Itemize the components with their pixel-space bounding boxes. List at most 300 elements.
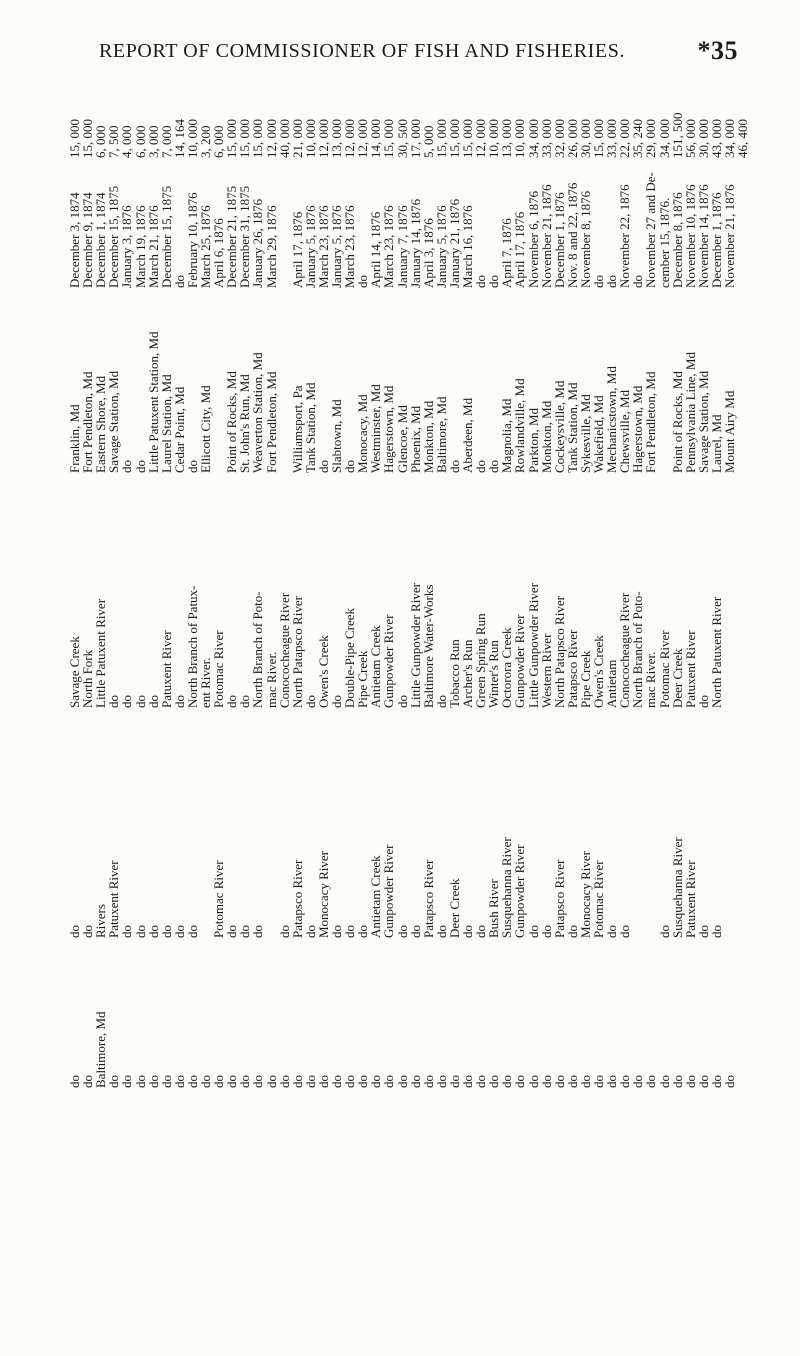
cell-office: Tank Station, Md xyxy=(564,382,580,473)
cell-county: do xyxy=(604,1075,620,1088)
cell-water: do xyxy=(394,695,410,708)
cell-office: Cedar Point, Md xyxy=(171,386,187,473)
cell-date: December 9, 1874 xyxy=(80,192,96,288)
cell-number: 10, 000 xyxy=(512,119,528,158)
cell-water: Potomac River xyxy=(211,630,227,708)
cell-number: 43, 000 xyxy=(708,119,724,158)
cell-date: November 6, 1876 xyxy=(525,190,541,288)
cell-number: 33, 000 xyxy=(538,119,554,158)
cell-stream: do xyxy=(67,925,82,938)
cell-number: 35, 240 xyxy=(630,119,646,158)
cell-date: cember 15, 1876. xyxy=(656,197,672,288)
cell-number: 13, 000 xyxy=(499,119,515,158)
cell-office: Tank Station, Md xyxy=(302,382,318,473)
cell-office: do xyxy=(119,460,135,473)
cell-county: do xyxy=(198,1075,213,1088)
cell-water: Patuxent River xyxy=(682,630,698,708)
cell-office: Phoenix, Md xyxy=(407,405,423,473)
cell-stream: do xyxy=(394,925,410,938)
cell-number: 15, 000 xyxy=(67,119,82,158)
cell-water: Patapsco River xyxy=(564,629,580,708)
cell-date: January 21, 1876 xyxy=(446,198,462,288)
cell-date: January 5, 1876 xyxy=(302,205,318,288)
cell-number: 56, 000 xyxy=(682,119,698,158)
cell-number: 40, 000 xyxy=(276,119,292,158)
cell-county: do xyxy=(499,1075,515,1088)
cell-water: North Branch of Poto- xyxy=(250,591,266,708)
cell-number: 6, 000 xyxy=(93,125,109,158)
cell-county: do xyxy=(302,1075,318,1088)
cell-water: Little Patuxent River xyxy=(93,598,109,708)
cell-number: 4, 000 xyxy=(119,125,135,158)
cell-water: Octorora Creek xyxy=(499,627,515,708)
cell-water: Patuxent River xyxy=(158,630,174,708)
cell-date: November 8, 1876 xyxy=(577,190,593,288)
cell-date: April 17, 1876 xyxy=(512,211,528,288)
cell-water: do xyxy=(145,695,161,708)
cell-water: mac River. xyxy=(263,651,279,708)
cell-stream: do xyxy=(250,925,266,938)
cell-date: December 3, 1874 xyxy=(67,192,82,288)
cell-county: do xyxy=(132,1075,148,1088)
cell-stream: do xyxy=(460,925,475,938)
cell-date: do xyxy=(591,275,606,288)
cell-number: 15, 000 xyxy=(433,119,449,158)
cell-water: ent River. xyxy=(198,657,213,708)
cell-office: Savage Station, Md xyxy=(106,370,122,473)
cell-water: do xyxy=(329,695,344,708)
cell-date: March 23, 1876 xyxy=(381,205,397,288)
cell-number: 12, 000 xyxy=(342,119,358,158)
cell-water: North Fork xyxy=(80,649,96,708)
cell-office: Eastern Shore, Md xyxy=(93,375,109,473)
cell-county: do xyxy=(577,1075,593,1088)
cell-number: 15, 000 xyxy=(224,119,240,158)
cell-water: North Branch of Poto- xyxy=(630,591,646,708)
cell-office: Laurel, Md xyxy=(708,414,724,473)
cell-county: do xyxy=(329,1075,344,1088)
cell-water: Conococheague River xyxy=(617,592,633,708)
cell-office: do xyxy=(342,460,358,473)
cell-county: do xyxy=(643,1075,659,1088)
cell-county: do xyxy=(512,1075,528,1088)
cell-date: December 8, 1876 xyxy=(669,192,685,288)
cell-water: do xyxy=(171,695,187,708)
cell-county: do xyxy=(342,1075,358,1088)
cell-date: March 16, 1876 xyxy=(460,205,475,288)
cell-office: Baltimore, Md xyxy=(433,396,449,473)
cell-county: do xyxy=(591,1075,606,1088)
page-header xyxy=(0,36,800,80)
cell-stream: Susquehanna River xyxy=(499,837,515,938)
cell-stream: Potomac River xyxy=(211,860,227,938)
cell-county: do xyxy=(446,1075,462,1088)
cell-county: do xyxy=(67,1075,82,1088)
cell-water: Double-Pipe Creek xyxy=(342,607,358,708)
cell-water: Antietam xyxy=(604,659,620,708)
cell-stream: do xyxy=(564,925,580,938)
cell-county: do xyxy=(106,1075,122,1088)
cell-stream: Deer Creek xyxy=(446,878,462,938)
cell-number: 33, 000 xyxy=(604,119,620,158)
cell-date: December 1, 1874 xyxy=(93,192,109,288)
cell-office: do xyxy=(132,460,148,473)
cell-date: December 15, 1875 xyxy=(106,185,122,288)
cell-stream: do xyxy=(604,925,620,938)
cell-date: March 19, 1876 xyxy=(132,205,148,288)
cell-office: Monocacy, Md xyxy=(355,394,371,473)
cell-water: North Patapsco River xyxy=(289,596,305,708)
cell-county: do xyxy=(473,1075,489,1088)
cell-office: Chewsville, Md xyxy=(617,389,633,473)
cell-date: February 10, 1876 xyxy=(184,192,200,288)
cell-date: December 1, 1876 xyxy=(551,192,567,288)
cell-number: 3, 000 xyxy=(145,125,161,158)
cell-stream: do xyxy=(355,925,371,938)
cell-stream: do xyxy=(132,925,148,938)
cell-water: North Patapsco River xyxy=(551,596,567,708)
cell-county: do xyxy=(80,1075,96,1088)
cell-number: 13, 000 xyxy=(329,119,344,158)
cell-date: do xyxy=(473,275,489,288)
cell-number: 12, 000 xyxy=(473,119,489,158)
cell-date: January 26, 1876 xyxy=(250,198,266,288)
cell-county: do xyxy=(656,1075,672,1088)
cell-number: 15, 000 xyxy=(80,119,96,158)
cell-date: January 5, 1876 xyxy=(329,205,344,288)
cell-date: April 3, 1876 xyxy=(420,218,436,288)
cell-number: 6, 000 xyxy=(211,125,227,158)
cell-office: do xyxy=(446,460,462,473)
cell-county: do xyxy=(276,1075,292,1088)
cell-county: do xyxy=(184,1075,200,1088)
cell-number: 3, 200 xyxy=(198,125,213,158)
cell-number: 34, 000 xyxy=(656,119,672,158)
cell-date: do xyxy=(355,275,371,288)
cell-water: mac River. xyxy=(643,651,659,708)
cell-number: 151, 500 xyxy=(669,112,685,158)
cell-number: 10, 000 xyxy=(184,119,200,158)
cell-county: do xyxy=(355,1075,371,1088)
cell-office: Williamsport, Pa xyxy=(289,385,305,473)
cell-number: 34, 000 xyxy=(722,119,737,158)
cell-office: Fort Pendleton, Md xyxy=(263,371,279,473)
cell-number: 6, 000 xyxy=(132,125,148,158)
cell-stream: do xyxy=(525,925,541,938)
cell-number: 5, 000 xyxy=(420,125,436,158)
cell-number: 14, 000 xyxy=(368,119,384,158)
cell-number: 30, 000 xyxy=(577,119,593,158)
cell-county: do xyxy=(460,1075,475,1088)
running-title: REPORT OF COMMISSIONER OF FISH AND FISHERIES. xyxy=(98,40,626,62)
cell-stream: Patuxent River xyxy=(106,860,122,938)
cell-stream: do xyxy=(695,925,711,938)
cell-county: do xyxy=(263,1075,279,1088)
cell-date: do xyxy=(604,275,620,288)
cell-date: March 29, 1876 xyxy=(263,205,279,288)
cell-stream: Susquehanna River xyxy=(669,837,685,938)
cell-stream: do xyxy=(302,925,318,938)
cell-county: do xyxy=(486,1075,502,1088)
cell-office: Point of Rocks, Md xyxy=(224,371,240,473)
cell-number: 10, 000 xyxy=(302,119,318,158)
cell-water: Savage Creek xyxy=(67,636,82,708)
cell-number: 15, 000 xyxy=(237,119,253,158)
stocking-table xyxy=(56,98,776,1348)
cell-stream: do xyxy=(433,925,449,938)
cell-number: 22, 000 xyxy=(617,119,633,158)
cell-county: do xyxy=(407,1075,423,1088)
cell-stream: Gunpowder River xyxy=(381,844,397,938)
cell-water: Pipe Creek xyxy=(355,650,371,708)
cell-number: 15, 000 xyxy=(381,119,397,158)
cell-stream: Patapsco River xyxy=(551,859,567,938)
cell-office: Mechanicstown, Md xyxy=(604,366,620,473)
cell-date: December 1, 1876 xyxy=(708,192,724,288)
cell-county: do xyxy=(211,1075,227,1088)
cell-county: do xyxy=(708,1075,724,1088)
cell-stream: do xyxy=(656,925,672,938)
cell-water: do xyxy=(302,695,318,708)
cell-stream: Patapsco River xyxy=(420,859,436,938)
cell-stream: Monocacy River xyxy=(315,850,331,938)
cell-number: 29, 000 xyxy=(643,119,659,158)
cell-number: 12, 000 xyxy=(263,119,279,158)
cell-water: do xyxy=(237,695,253,708)
cell-office: Laurel Station, Md xyxy=(158,374,174,473)
cell-number: 34, 000 xyxy=(525,119,541,158)
cell-water: Western River xyxy=(538,633,554,708)
cell-office: Savage Station, Md xyxy=(695,370,711,473)
cell-office: do xyxy=(473,460,489,473)
cell-county: do xyxy=(394,1075,410,1088)
cell-stream: do xyxy=(473,925,489,938)
cell-water: Tobacco Run xyxy=(446,639,462,708)
cell-stream: do xyxy=(276,925,292,938)
cell-county: do xyxy=(695,1075,711,1088)
cell-county: do xyxy=(119,1075,135,1088)
cell-stream: Monocacy River xyxy=(577,850,593,938)
cell-county: do xyxy=(237,1075,253,1088)
cell-stream: do xyxy=(407,925,423,938)
cell-county: do xyxy=(289,1075,305,1088)
cell-date: April 6, 1876 xyxy=(211,218,227,288)
cell-office: Weaverton Station, Md xyxy=(250,352,266,473)
cell-water: do xyxy=(433,695,449,708)
cell-county: do xyxy=(158,1075,174,1088)
cell-stream: do xyxy=(342,925,358,938)
cell-stream: do xyxy=(329,925,344,938)
cell-county: do xyxy=(368,1075,384,1088)
cell-stream: do xyxy=(538,925,554,938)
cell-number: 30, 500 xyxy=(394,119,410,158)
cell-water: Potomac River xyxy=(656,630,672,708)
cell-number: 17, 000 xyxy=(407,119,423,158)
cell-stream: Antietam Creek xyxy=(368,855,384,938)
cell-water: Winter's Run xyxy=(486,640,502,708)
table-row xyxy=(265,98,279,1348)
cell-water: Pipe Creek xyxy=(577,650,593,708)
cell-date: November 21, 1876 xyxy=(722,184,737,288)
cell-number: 15, 000 xyxy=(460,119,475,158)
page-number: *35 xyxy=(697,36,738,65)
cell-date: January 7, 1876 xyxy=(394,205,410,288)
cell-county: do xyxy=(617,1075,633,1088)
cell-county: do xyxy=(381,1075,397,1088)
cell-date: April 17, 1876 xyxy=(289,211,305,288)
cell-water: Deer Creek xyxy=(669,648,685,708)
cell-office: Aberdeen, Md xyxy=(460,397,475,473)
cell-number: 21, 000 xyxy=(289,119,305,158)
cell-water: North Patuxent River xyxy=(708,596,724,708)
cell-stream: do xyxy=(237,925,253,938)
cell-office: do xyxy=(315,460,331,473)
table-row xyxy=(723,98,737,1348)
cell-county: Baltimore, Md xyxy=(93,1011,109,1088)
cell-number: 7, 500 xyxy=(106,125,122,158)
cell-office: Magnolia, Md xyxy=(499,398,515,473)
cell-date: November 27 and De- xyxy=(643,172,659,288)
cell-water: Gunpowder River xyxy=(512,614,528,708)
cell-office: Slabtown, Md xyxy=(329,399,344,473)
cell-office: St. John's Run, Md xyxy=(237,374,253,473)
cell-office: Rowlandville, Md xyxy=(512,378,528,473)
cell-stream: do xyxy=(119,925,135,938)
cell-number: 46, 400 xyxy=(735,119,751,158)
cell-office: Hagerstown, Md xyxy=(381,385,397,473)
table-row xyxy=(736,98,750,1348)
cell-date: January 3, 1876 xyxy=(119,205,135,288)
cell-number: 15, 000 xyxy=(250,119,266,158)
cell-office: Monkton, Md xyxy=(538,400,554,473)
cell-date: do xyxy=(486,275,502,288)
cell-water: do xyxy=(119,695,135,708)
cell-date: March 21, 1876 xyxy=(145,205,161,288)
cell-office: do xyxy=(486,460,502,473)
cell-stream: do xyxy=(145,925,161,938)
cell-date: January 14, 1876 xyxy=(407,198,423,288)
cell-office: Franklin, Md xyxy=(67,404,82,473)
cell-number: 15, 000 xyxy=(446,119,462,158)
cell-county: do xyxy=(551,1075,567,1088)
cell-date: November 21, 1876 xyxy=(538,184,554,288)
cell-county: do xyxy=(630,1075,646,1088)
cell-office: Parkton, Md xyxy=(525,408,541,473)
cell-stream: Bush River xyxy=(486,879,502,938)
cell-county: do xyxy=(564,1075,580,1088)
cell-stream: do xyxy=(224,925,240,938)
cell-number: 26, 000 xyxy=(564,119,580,158)
cell-county: do xyxy=(525,1075,541,1088)
cell-stream: do xyxy=(171,925,187,938)
cell-number: 15, 000 xyxy=(591,119,606,158)
cell-water: Owen's Creek xyxy=(591,635,606,708)
cell-stream: Patapsco River xyxy=(289,859,305,938)
cell-date: March 25, 1876 xyxy=(198,205,213,288)
cell-date: April 14, 1876 xyxy=(368,211,384,288)
cell-county: do xyxy=(315,1075,331,1088)
cell-water: North Branch of Patux- xyxy=(184,585,200,708)
cell-date: December 15, 1875 xyxy=(158,185,174,288)
cell-number: 30, 000 xyxy=(695,119,711,158)
cell-date: December 21, 1875 xyxy=(224,185,240,288)
cell-number: 7, 000 xyxy=(158,125,174,158)
cell-county: do xyxy=(722,1075,737,1088)
cell-stream: do xyxy=(184,925,200,938)
cell-office: Cockeysville, Md xyxy=(551,380,567,473)
cell-number: 10, 000 xyxy=(486,119,502,158)
cell-water: Green Spring Run xyxy=(473,613,489,708)
cell-stream: Gunpowder River xyxy=(512,844,528,938)
cell-water: do xyxy=(106,695,122,708)
cell-number: 14, 164 xyxy=(171,119,187,158)
cell-stream: do xyxy=(708,925,724,938)
cell-office: Sykesville, Md xyxy=(577,394,593,473)
cell-date: November 14, 1876 xyxy=(695,184,711,288)
cell-water: do xyxy=(695,695,711,708)
cell-date: do xyxy=(171,275,187,288)
cell-office: Monkton, Md xyxy=(420,400,436,473)
cell-water: Baltimore Water-Works xyxy=(420,584,436,708)
cell-water: Archer's Run xyxy=(460,639,475,708)
cell-stream: do xyxy=(80,925,96,938)
cell-water: Gunpowder River xyxy=(381,614,397,708)
cell-county: do xyxy=(669,1075,685,1088)
cell-county: do xyxy=(224,1075,240,1088)
cell-stream: do xyxy=(158,925,174,938)
cell-water: Antietam Creek xyxy=(368,625,384,708)
cell-date: do xyxy=(630,275,646,288)
cell-county: do xyxy=(171,1075,187,1088)
cell-date: November 10, 1876 xyxy=(682,184,698,288)
cell-office: Hagerstown, Md xyxy=(630,385,646,473)
cell-office: Little Patuxent Station, Md xyxy=(145,331,161,473)
cell-stream: do xyxy=(617,925,633,938)
cell-office: Ellicott City, Md xyxy=(198,385,213,473)
cell-water: do xyxy=(224,695,240,708)
cell-date: November 22, 1876 xyxy=(617,184,633,288)
cell-date: March 23, 1876 xyxy=(342,205,358,288)
cell-water: Owen's Creek xyxy=(315,635,331,708)
cell-county: do xyxy=(145,1075,161,1088)
cell-office: Wakefield, Md xyxy=(591,395,606,473)
cell-date: March 23, 1876 xyxy=(315,205,331,288)
cell-county: do xyxy=(682,1075,698,1088)
cell-date: April 7, 1876 xyxy=(499,218,515,288)
cell-stream: Potomac River xyxy=(591,860,606,938)
cell-office: Mount Airy Md xyxy=(722,390,737,473)
cell-water: do xyxy=(132,695,148,708)
cell-number: 12, 000 xyxy=(355,119,371,158)
cell-office: do xyxy=(184,460,200,473)
cell-office: Glencoe, Md xyxy=(394,405,410,473)
cell-stream: Patuxent River xyxy=(682,860,698,938)
cell-office: Pennsylvania Line, Md xyxy=(682,352,698,473)
cell-county: do xyxy=(433,1075,449,1088)
cell-office: Fort Pendleton, Md xyxy=(80,371,96,473)
cell-office: Point of Rocks, Md xyxy=(669,371,685,473)
cell-water: Little Gunpowder River xyxy=(407,583,423,708)
cell-water: Little Gunpowder River xyxy=(525,583,541,708)
cell-county: do xyxy=(538,1075,554,1088)
cell-number: 12, 000 xyxy=(315,119,331,158)
cell-date: January 5, 1876 xyxy=(433,205,449,288)
cell-office: Westminster, Md xyxy=(368,384,384,473)
cell-number: 32, 000 xyxy=(551,119,567,158)
cell-county: do xyxy=(250,1075,266,1088)
cell-county: do xyxy=(420,1075,436,1088)
cell-stream: Rivers xyxy=(93,904,109,938)
